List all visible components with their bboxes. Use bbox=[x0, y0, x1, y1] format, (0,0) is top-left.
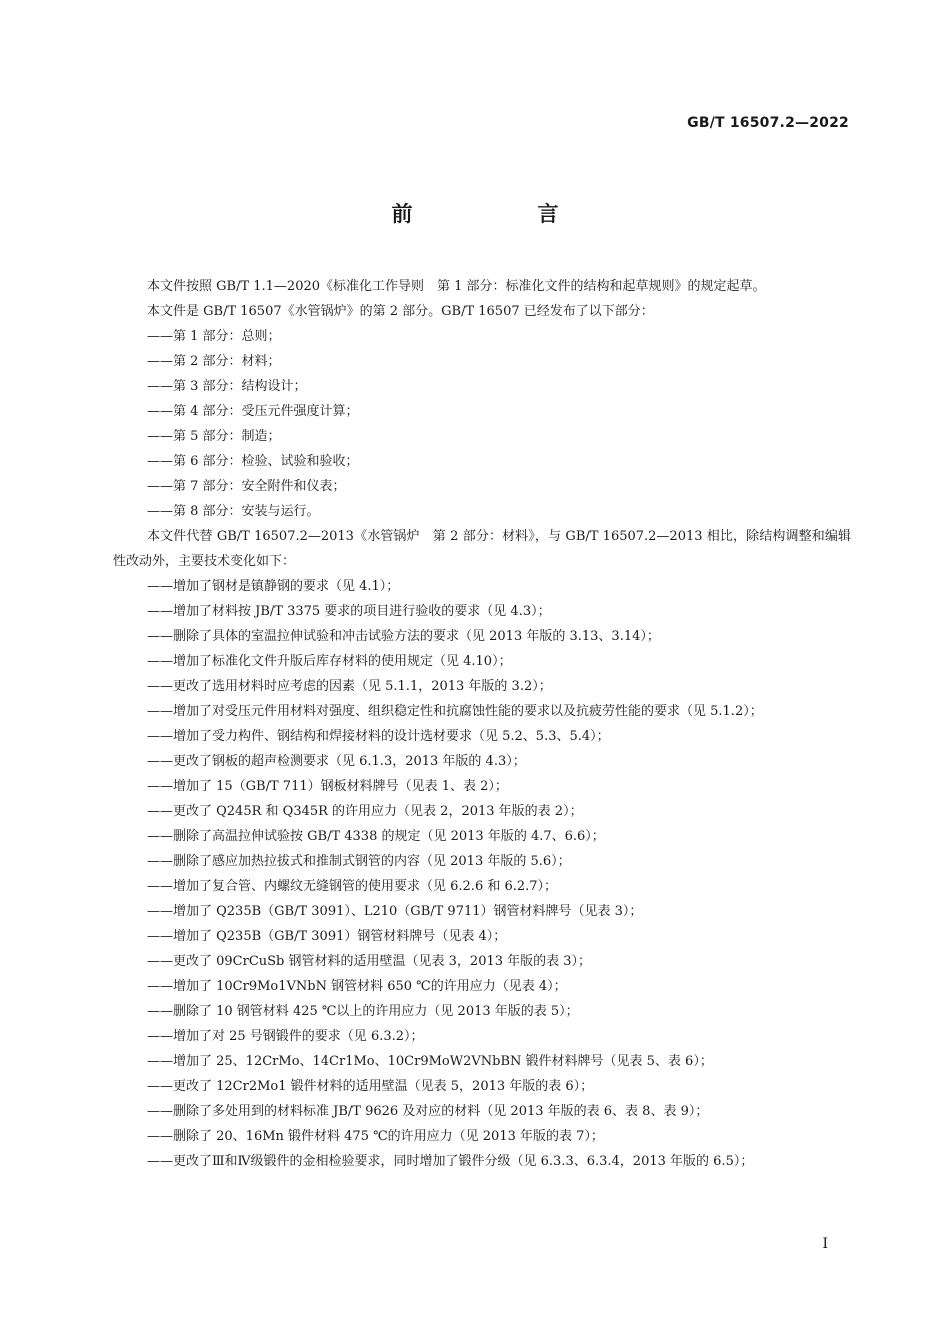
part-list-item: ——第 5 部分：制造； bbox=[147, 429, 281, 444]
part-list-item: ——第 4 部分：受压元件强度计算； bbox=[147, 404, 359, 419]
change-list-item: ——删除了高温拉伸试验按 GB/T 4338 的规定（见 2013 年版的 4.7、6.6）； bbox=[147, 829, 605, 844]
intro-paragraph: 本文件按照 GB/T 1.1—2020《标准化工作导则 第 1 部分：标准化文件的结构和起草规则》的规定起草。 bbox=[147, 279, 766, 294]
part-list-item: ——第 7 部分：安全附件和仪表； bbox=[147, 479, 346, 494]
replace-statement: 本文件代替 GB/T 16507.2—2013《水管锅炉 第 2 部分：材料》，与 GB/T 16507.2—2013 相比，除结构调整和编辑性改动外，主要技术变化如下： bbox=[113, 529, 851, 569]
part-list-item: ——第 6 部分：检验、试验和验收； bbox=[147, 454, 359, 469]
change-list-item: ——增加了复合管、内螺纹无缝钢管的使用要求（见 6.2.6 和 6.2.7）； bbox=[147, 879, 558, 894]
intro-paragraph: 本文件是 GB/T 16507《水管锅炉》的第 2 部分。GB/T 16507 已经发布了以下部分： bbox=[147, 304, 654, 319]
change-list-item: ——更改了 Q245R 和 Q345R 的许用应力（见表 2，2013 年版的表 2）； bbox=[147, 804, 583, 819]
change-list-item: ——删除了 20、16Mn 锻件材料 475 ℃的许用应力（见 2013 年版的表 7）； bbox=[147, 1129, 604, 1144]
page-number: Ⅰ bbox=[822, 1236, 828, 1252]
change-list-item: ——增加了受力构件、钢结构和焊接材料的设计选材要求（见 5.2、5.3、5.4）； bbox=[147, 729, 610, 744]
part-list-item: ——第 3 部分：结构设计； bbox=[147, 379, 307, 394]
change-list-item: ——更改了选用材料时应考虑的因素（见 5.1.1，2013 年版的 3.2）； bbox=[147, 679, 552, 694]
part-list-item: ——第 2 部分：材料； bbox=[147, 354, 281, 369]
part-list-item: ——第 1 部分：总则； bbox=[147, 329, 281, 344]
change-list-item: ——增加了 Q235B（GB/T 3091）、L210（GB/T 9711）钢管材料牌号（见表 3）； bbox=[147, 904, 643, 919]
change-list-item: ——增加了 10Cr9Mo1VNbN 钢管材料 650 ℃的许用应力（见表 4）； bbox=[147, 979, 567, 994]
page-title: 前 言 bbox=[391, 202, 611, 226]
change-list-item: ——增加了标准化文件升版后库存材料的使用规定（见 4.10）； bbox=[147, 654, 512, 669]
change-list-item: ——更改了钢板的超声检测要求（见 6.1.3，2013 年版的 4.3）； bbox=[147, 754, 526, 769]
standard-number: GB/T 16507.2—2022 bbox=[687, 115, 849, 131]
change-list-item: ——增加了钢材是镇静钢的要求（见 4.1）； bbox=[147, 579, 400, 594]
change-list-item: ——更改了 09CrCuSb 钢管材料的适用壁温（见表 3，2013 年版的表 3）； bbox=[147, 954, 592, 969]
change-list-item: ——增加了对受压元件用材料对强度、组织稳定性和抗腐蚀性能的要求以及抗疲劳性能的要求（见 5.1.2）； bbox=[147, 704, 763, 719]
change-list-item: ——增加了 Q235B（GB/T 3091）钢管材料牌号（见表 4）； bbox=[147, 929, 507, 944]
change-list-item: ——删除了具体的室温拉伸试验和冲击试验方法的要求（见 2013 年版的 3.13、3.14）； bbox=[147, 629, 660, 644]
change-list-item: ——更改了Ⅲ和Ⅳ级锻件的金相检验要求，同时增加了锻件分级（见 6.3.3、6.3.4，2013 年版的 6.5）； bbox=[147, 1154, 754, 1169]
change-list-item: ——增加了 25、12CrMo、14Cr1Mo、10Cr9MoW2VNbBN 锻件材料牌号（见表 5、表 6）； bbox=[147, 1054, 713, 1069]
change-list-item: ——增加了材料按 JB/T 3375 要求的项目进行验收的要求（见 4.3）； bbox=[147, 604, 551, 619]
change-list-item: ——删除了多处用到的材料标准 JB/T 9626 及对应的材料（见 2013 年版的表 6、表 8、表 9）； bbox=[147, 1104, 709, 1119]
change-list-item: ——增加了 15（GB/T 711）钢板材料牌号（见表 1、表 2）； bbox=[147, 779, 508, 794]
change-list-item: ——删除了感应加热拉拔式和推制式钢管的内容（见 2013 年版的 5.6）； bbox=[147, 854, 571, 869]
change-list-item: ——删除了 10 钢管材料 425 ℃以上的许用应力（见 2013 年版的表 5）； bbox=[147, 1004, 579, 1019]
change-list-item: ——更改了 12Cr2Mo1 锻件材料的适用壁温（见表 5，2013 年版的表 6）； bbox=[147, 1079, 594, 1094]
document-body bbox=[113, 274, 851, 1174]
change-list-item: ——增加了对 25 号钢锻件的要求（见 6.3.2）； bbox=[147, 1029, 424, 1044]
part-list-item: ——第 8 部分：安装与运行。 bbox=[147, 504, 320, 519]
